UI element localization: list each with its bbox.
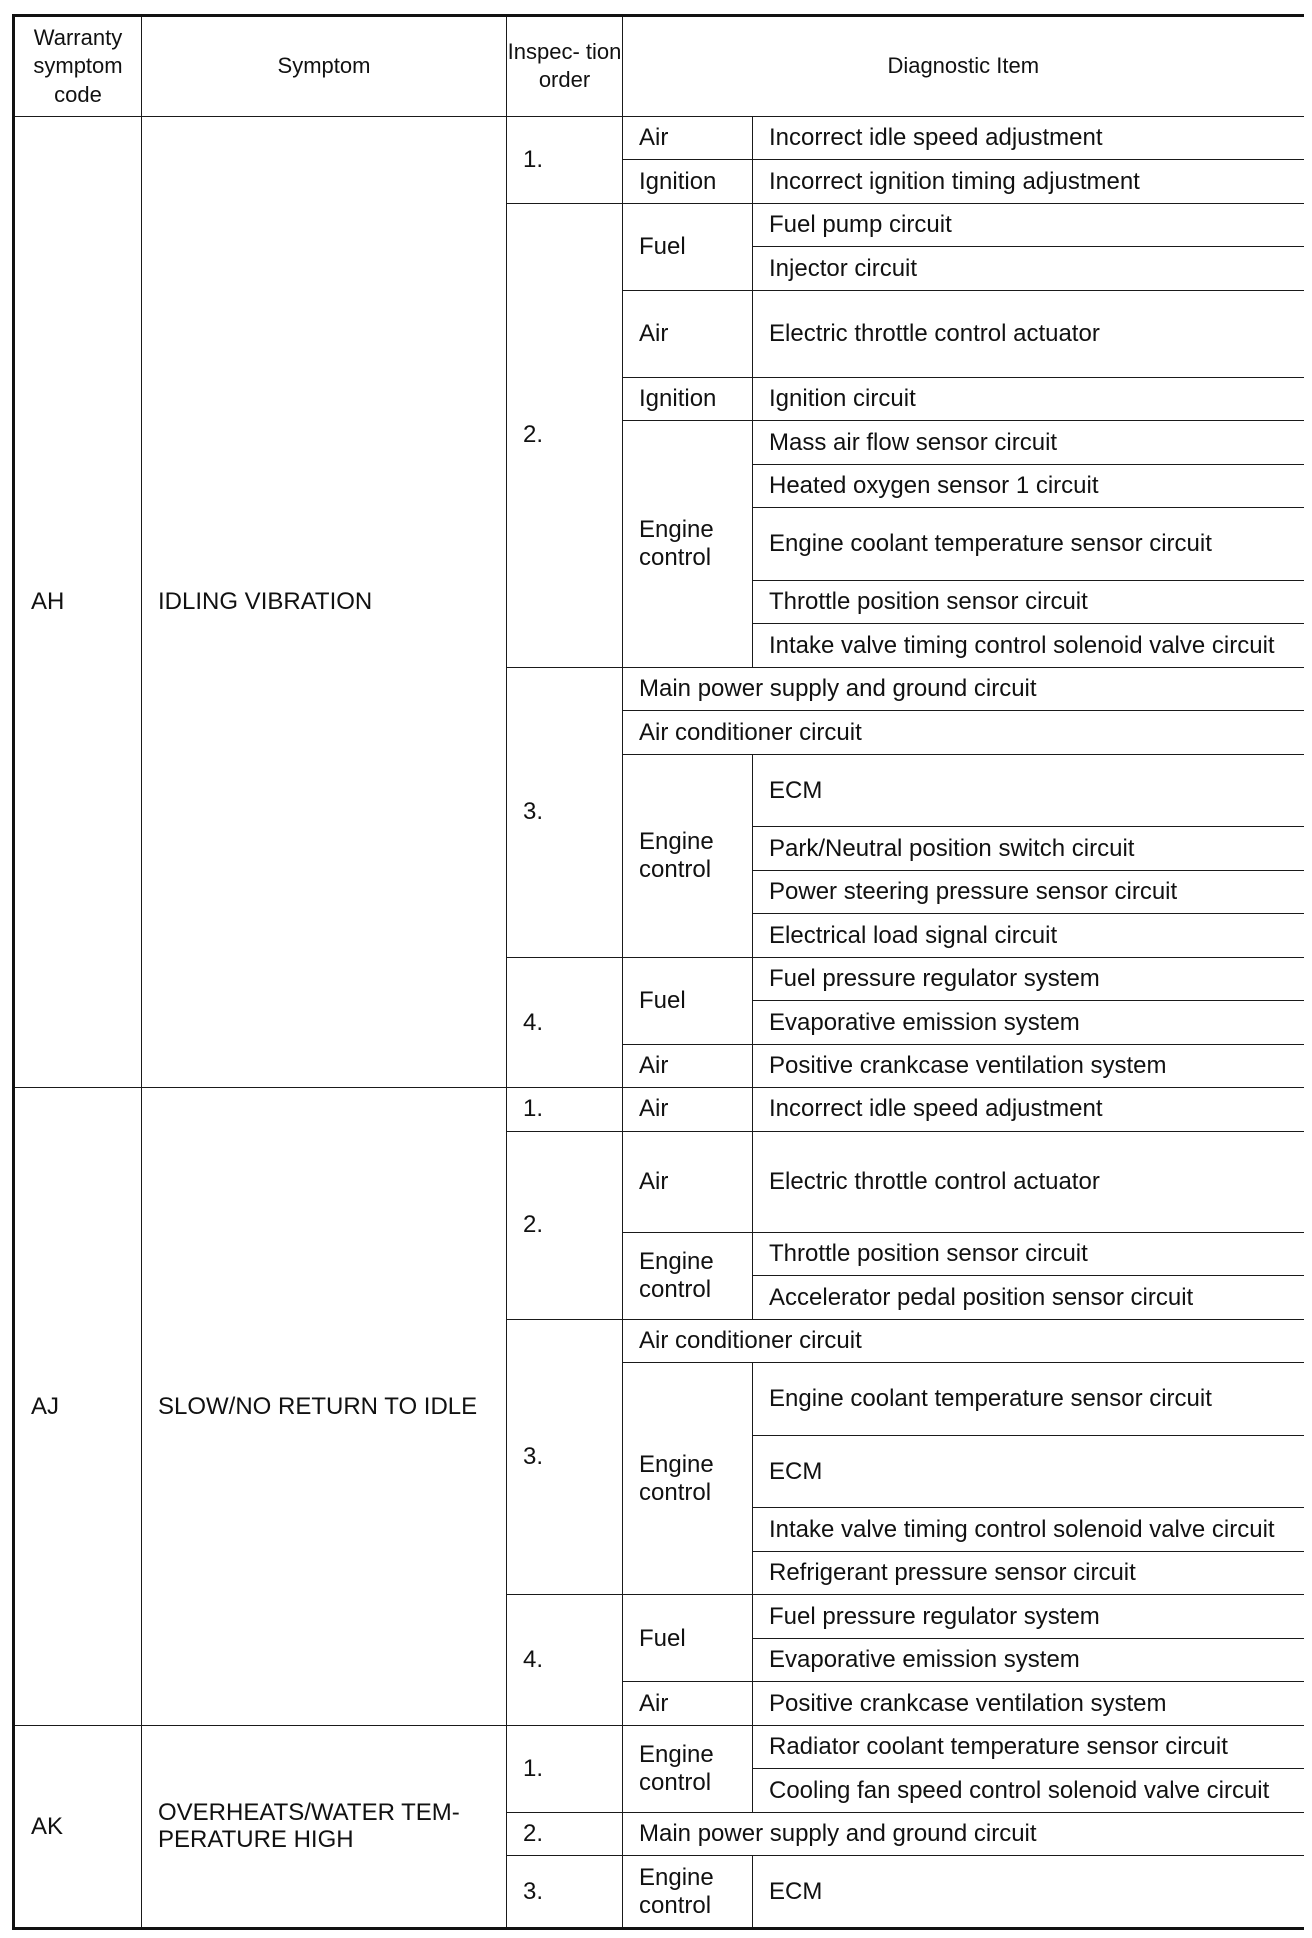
diagnostic-item: ECM (753, 1856, 1304, 1929)
table-row (14, 1088, 1304, 1131)
diagnostic-item: Fuel pump circuit (753, 203, 1304, 246)
diagnostic-category: Engine control (623, 1363, 753, 1595)
diagnostic-item: Radiator coolant temperature sensor circuit (753, 1725, 1304, 1768)
diagnostic-category: Air (623, 290, 753, 377)
inspection-order: 2. (507, 203, 623, 667)
diagnostic-category: Engine control (623, 1232, 753, 1319)
symptom-name: SLOW/NO RETURN TO IDLE (142, 1088, 507, 1726)
diagnostic-item: Fuel pressure regulator system (753, 1595, 1304, 1638)
diagnostic-item: ECM (753, 754, 1304, 827)
diagnostic-item: Evaporative emission system (753, 1001, 1304, 1044)
inspection-order: 2. (507, 1812, 623, 1855)
diagnostic-category: Air (623, 116, 753, 159)
diagnostic-item: Intake valve timing control solenoid valve circuit (753, 624, 1304, 667)
diagnostic-item: Incorrect idle speed adjustment (753, 116, 1304, 159)
diagnostic-item: Main power supply and ground circuit (623, 1812, 1304, 1855)
diagnostic-item: Mass air flow sensor circuit (753, 421, 1304, 464)
diagnostic-item: Incorrect idle speed adjustment (753, 1088, 1304, 1131)
diagnostic-item: Heated oxygen sensor 1 circuit (753, 464, 1304, 507)
header-order: Inspec- tion order (507, 16, 623, 117)
diagnostic-category: Ignition (623, 377, 753, 420)
diagnostic-category: Fuel (623, 957, 753, 1044)
diagnostic-item: Fuel pressure regulator system (753, 957, 1304, 1000)
diagnostic-item: Main power supply and ground circuit (623, 667, 1304, 710)
header-row (14, 16, 1304, 117)
diagnostic-table (12, 14, 1304, 1930)
diagnostic-item: Engine coolant temperature sensor circuit (753, 1363, 1304, 1436)
diagnostic-category: Air (623, 1131, 753, 1232)
header-code: Warranty symptom code (14, 16, 142, 117)
diagnostic-item: Ignition circuit (753, 377, 1304, 420)
diagnostic-category: Air (623, 1044, 753, 1087)
inspection-order: 1. (507, 1725, 623, 1812)
diagnostic-category: Engine control (623, 421, 753, 668)
diagnostic-item: Park/Neutral position switch circuit (753, 827, 1304, 870)
symptom-name: OVERHEATS/WATER TEM- PERATURE HIGH (142, 1725, 507, 1928)
inspection-order: 1. (507, 116, 623, 203)
diagnostic-category: Engine control (623, 1725, 753, 1812)
diagnostic-item: Electric throttle control actuator (753, 290, 1304, 377)
diagnostic-item: Power steering pressure sensor circuit (753, 870, 1304, 913)
table-row (14, 116, 1304, 159)
diagnostic-item: Electric throttle control actuator (753, 1131, 1304, 1232)
inspection-order: 1. (507, 1088, 623, 1131)
diagnostic-item: Positive crankcase ventilation system (753, 1682, 1304, 1725)
diagnostic-item: Incorrect ignition timing adjustment (753, 160, 1304, 203)
diagnostic-category: Air (623, 1682, 753, 1725)
diagnostic-category: Air (623, 1088, 753, 1131)
diagnostic-item: Refrigerant pressure sensor circuit (753, 1551, 1304, 1594)
inspection-order: 3. (507, 1319, 623, 1595)
inspection-order: 3. (507, 667, 623, 957)
diagnostic-item: Electrical load signal circuit (753, 914, 1304, 957)
diagnostic-item: Engine coolant temperature sensor circuit (753, 508, 1304, 581)
inspection-order: 4. (507, 1595, 623, 1725)
diagnostic-item: Air conditioner circuit (623, 1319, 1304, 1362)
diagnostic-item: Injector circuit (753, 247, 1304, 290)
diagnostic-item: Positive crankcase ventilation system (753, 1044, 1304, 1087)
symptom-code: AK (14, 1725, 142, 1928)
inspection-order: 4. (507, 957, 623, 1087)
diagnostic-item: Evaporative emission system (753, 1638, 1304, 1681)
diagnostic-category: Fuel (623, 1595, 753, 1682)
diagnostic-item: Intake valve timing control solenoid valve circuit (753, 1508, 1304, 1551)
header-diagnostic-item: Diagnostic Item (623, 16, 1304, 117)
diagnostic-item: Throttle position sensor circuit (753, 580, 1304, 623)
diagnostic-item: Throttle position sensor circuit (753, 1232, 1304, 1275)
diagnostic-category: Engine control (623, 1856, 753, 1929)
diagnostic-category: Ignition (623, 160, 753, 203)
diagnostic-item: Cooling fan speed control solenoid valve circuit (753, 1769, 1304, 1812)
header-symptom: Symptom (142, 16, 507, 117)
inspection-order: 3. (507, 1856, 623, 1929)
inspection-order: 2. (507, 1131, 623, 1319)
diagnostic-item: Accelerator pedal position sensor circuit (753, 1276, 1304, 1319)
table-row (14, 1725, 1304, 1768)
symptom-code: AJ (14, 1088, 142, 1726)
symptom-code: AH (14, 116, 142, 1087)
diagnostic-item: ECM (753, 1435, 1304, 1508)
diagnostic-item: Air conditioner circuit (623, 711, 1304, 754)
diagnostic-category: Engine control (623, 754, 753, 957)
symptom-name: IDLING VIBRATION (142, 116, 507, 1087)
diagnostic-category: Fuel (623, 203, 753, 290)
